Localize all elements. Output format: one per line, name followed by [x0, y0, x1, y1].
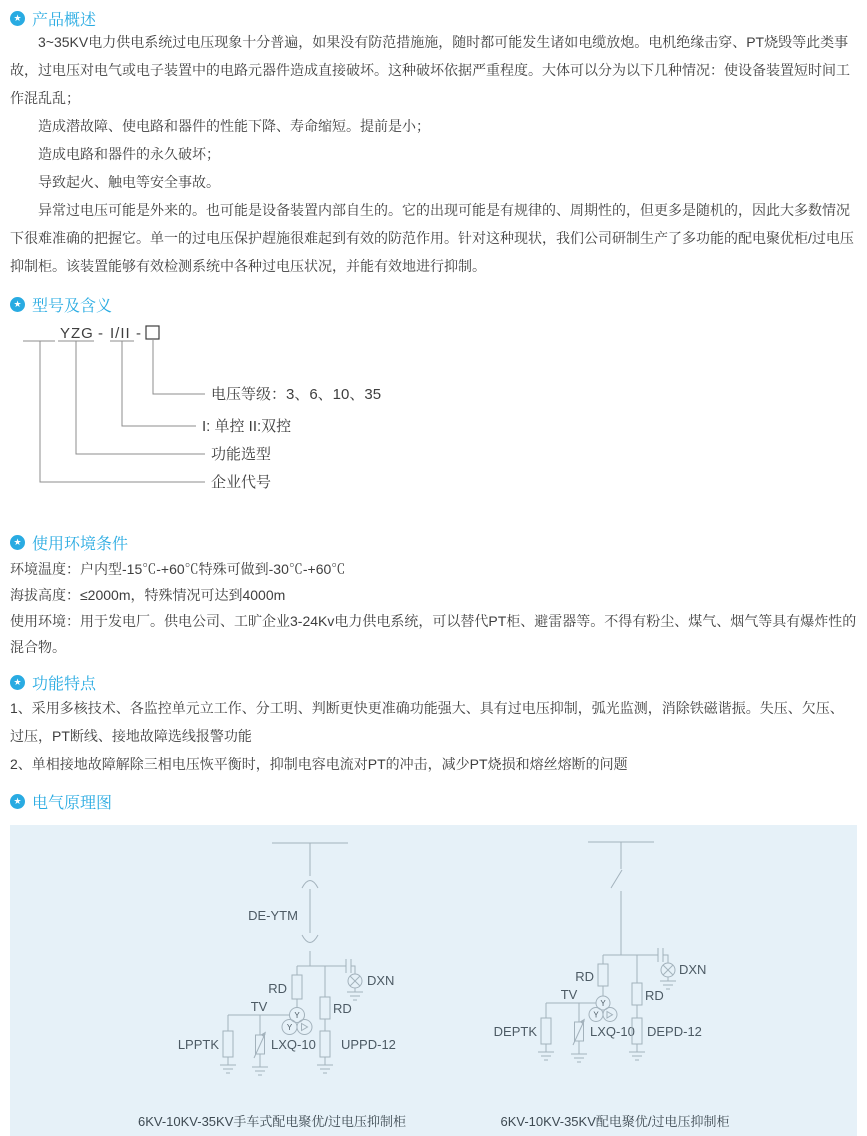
- left-schematic-caption: 6KV-10KV-35KV手车式配电聚优/过电压抑制柜: [137, 1114, 407, 1129]
- fuse-label: RD: [575, 969, 594, 984]
- feature-item: 2、单相接地故障解除三相电压恢平衡时，抑制电容电流对PT的冲击，减少PT烧损和熔丝熔断的问题: [10, 756, 628, 772]
- overview-paragraph: 造成潜故障、使电路和器件的性能下降、寿命缩短。提前是小；: [38, 118, 430, 134]
- model-label-company: 企业代号: [211, 474, 272, 491]
- fuse-icon: [632, 983, 642, 1005]
- suppressor-label: DEPD-12: [647, 1024, 702, 1039]
- delta-winding-icon: [607, 1012, 613, 1019]
- leader-line-voltage: [153, 339, 205, 394]
- pt-fuse-icon: [223, 1031, 233, 1057]
- section-header-schematic: [10, 791, 857, 811]
- electrical-schematics: [10, 825, 857, 1136]
- leader-line-function: [76, 341, 205, 454]
- connector: [663, 955, 668, 963]
- overview-paragraph: 造成电路和器件的永久破坏；: [38, 146, 220, 162]
- environment-line: 海拔高度：≤2000m，特殊情况可达到4000m: [10, 587, 286, 603]
- arrester-label: LXQ-10: [590, 1024, 635, 1039]
- section-title-model: 型号及含义: [32, 297, 113, 315]
- fuse-label: RD: [333, 1001, 352, 1016]
- section-title-environment: 使用环境条件: [32, 535, 129, 553]
- section-title-overview: 产品概述: [32, 11, 97, 29]
- model-label-function: 功能选型: [211, 446, 272, 463]
- transformer-winding-icon: [603, 1008, 617, 1022]
- winding-symbol: Y: [294, 1011, 300, 1020]
- connector: [351, 966, 355, 974]
- pt-fuse-label: DEPTK: [493, 1024, 537, 1039]
- winding-symbol: Y: [600, 999, 606, 1008]
- winding-symbol: Y: [286, 1023, 293, 1032]
- section-title-schematic: 电气原理图: [32, 794, 113, 812]
- drawout-contact-icon: [302, 881, 318, 889]
- model-code-box: [146, 326, 159, 339]
- section-header-features: [10, 672, 857, 692]
- fuse-icon: [598, 964, 608, 986]
- winding-symbol: Y: [593, 1010, 599, 1020]
- pt-fuse-label: LPPTK: [177, 1037, 219, 1052]
- star-circle-icon: ★: [10, 794, 25, 809]
- model-label-voltage: 电压等级：3、6、10、35: [211, 386, 382, 403]
- transformer-winding-icon: [297, 1020, 312, 1035]
- fuse-icon: [320, 997, 330, 1019]
- indicator-label: DXN: [679, 962, 707, 977]
- model-designation-diagram: [10, 324, 510, 494]
- features-text: [10, 694, 857, 778]
- fuse-icon: [292, 975, 302, 999]
- section-title-features: 功能特点: [32, 675, 97, 693]
- star-circle-icon: ★: [10, 535, 25, 550]
- model-code-separator: -: [98, 325, 104, 342]
- environment-line: 使用环境：用于发电厂。供电公司、工旷企业3-24Kv电力供电系统，可以替代PT柜、避雷器等。不得有粉尘、煤气、烟气等具有爆炸性的混合物。: [10, 613, 857, 655]
- right-schematic: [494, 842, 730, 1129]
- section-header-model: [10, 294, 857, 314]
- pt-fuse-icon: [541, 1018, 551, 1044]
- star-circle-icon: ★: [10, 11, 25, 26]
- right-schematic-caption: 6KV-10KV-35KV配电聚优/过电压抑制柜: [500, 1114, 730, 1129]
- star-circle-icon: ★: [10, 675, 25, 690]
- fuse-label: RD: [268, 981, 287, 996]
- environment-text: [10, 556, 857, 660]
- feature-item: 1、采用多核技术、各监控单元立工作、分工明、判断更快更准确功能强大、具有过电压抑制，弧光监测，消除铁磁谐振。失压、欠压、过压，PT断线、接地故障选线报警功能: [10, 700, 844, 744]
- delta-winding-icon: [302, 1024, 308, 1031]
- overview-paragraph: 3~35KV电力供电系统过电压现象十分普遍，如果没有防范措施施，随时都可能发生诸如电缆放炮。电机绝缘击穿、PT烧毁等此类事故，过电压对电气或电子装置中的电路元器件造成直接破坏。这种破坏依据严重程度。大体可以分为以下几种情况：使设备装置短时间工作混乱乱；: [10, 34, 850, 106]
- environment-line: 环境温度：户内型-15℃-+60℃特殊可做到-30℃-+60℃: [10, 561, 346, 577]
- fuse-label: RD: [645, 988, 664, 1003]
- overview-text: [10, 28, 857, 280]
- star-circle-icon: ★: [10, 297, 25, 312]
- model-code-mid: I/II: [110, 325, 131, 342]
- model-code-prefix: YZG: [60, 325, 94, 342]
- switch-blade-icon: [611, 870, 622, 888]
- model-label-control: I: 单控 II:双控: [202, 418, 292, 435]
- left-schematic: [138, 843, 406, 1129]
- suppressor-icon: [320, 1031, 330, 1057]
- indicator-label: DXN: [367, 973, 395, 988]
- section-header-overview: [10, 8, 857, 28]
- schematic-panel: [10, 825, 857, 1136]
- breaker-label: DE-YTM: [248, 908, 298, 923]
- model-code-separator: -: [136, 325, 142, 342]
- section-header-environment: [10, 532, 857, 552]
- tv-label: TV: [250, 999, 268, 1014]
- leader-line-control: [122, 341, 196, 426]
- drawout-contact-icon: [302, 935, 318, 943]
- overview-paragraph: 导致起火、触电等安全事故。: [38, 174, 220, 190]
- suppressor-label: UPPD-12: [341, 1037, 396, 1052]
- arrester-label: LXQ-10: [271, 1037, 316, 1052]
- overview-paragraph: 异常过电压可能是外来的。也可能是设备装置内部自生的。它的出现可能是有规律的、周期性的，但更多是随机的，因此大多数情况下很难准确的把握它。单一的过电压保护趕施很难起到有效的防范作用。针对这种现状，我们公司研制生产了多功能的配电聚优柜/过电压抑制柜。该装置能够有效检测系统中各种过电压状况，并能有效地进行抑制。: [10, 202, 854, 274]
- tv-label: TV: [560, 987, 578, 1002]
